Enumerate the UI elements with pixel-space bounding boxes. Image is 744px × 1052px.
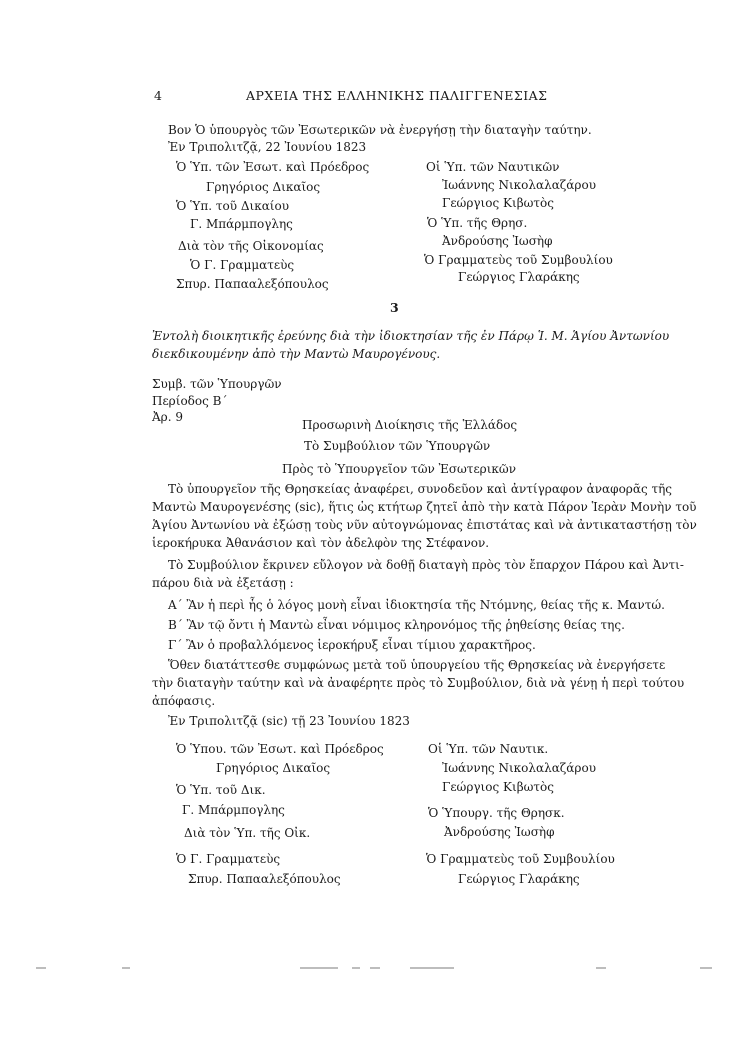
doc2-sig-right: Γεώργιος Γλαράκης <box>458 270 580 284</box>
doc3-sig-left: Ὁ Γ. Γραμματεὺς <box>176 852 281 866</box>
doc2-sig-right: Ἀνδρούσης Ἰωσὴφ <box>442 234 553 248</box>
doc2-sig-left: Σπυρ. Παπααλεξόπουλος <box>176 277 329 291</box>
body-line: τὴν διαταγὴν ταύτην καὶ νὰ ἀναφέρητε πρὸς τὸ Συμβούλιον, διὰ νὰ γένῃ ἡ περὶ τούτου <box>152 676 685 690</box>
scan-artifact <box>700 967 712 969</box>
doc2-sig-right: Ἰωάννης Νικολαλαζάρου <box>442 178 596 192</box>
page-number: 4 <box>154 88 162 103</box>
doc3-sig-left: Γ. Μπάρμπογλης <box>182 803 285 817</box>
heading-government: Προσωρινὴ Διοίκησις τῆς Ἑλλάδος <box>302 418 518 432</box>
scan-artifact <box>122 967 130 969</box>
body-line: Τὸ ὑπουργεῖον τῆς Θρησκείας ἀναφέρει, συνοδεῦον καὶ ἀντίγραφον ἀναφορᾶς τῆς <box>168 482 673 496</box>
document-summary: διεκδικουμένην ἀπὸ τὴν Μαντὼ Μαυρογένους. <box>152 347 441 361</box>
scan-artifact <box>352 967 360 969</box>
reference-line: Συμβ. τῶν Ὑπουργῶν <box>152 377 282 391</box>
doc2-sig-right: Γεώργιος Κιβωτὸς <box>442 196 554 210</box>
doc3-sig-right: Οἱ Ὑπ. τῶν Ναυτικ. <box>428 742 549 756</box>
heading-council: Τὸ Συμβούλιον τῶν Ὑπουργῶν <box>304 439 491 453</box>
doc3-sig-left: Σπυρ. Παπααλεξόπουλος <box>188 872 341 886</box>
body-line: Α΄ Ἂν ἡ περὶ ἧς ὁ λόγος μονὴ εἶναι ἰδιοκτησία τῆς Ντόμνης, θείας τῆς κ. Μαντώ. <box>168 598 665 612</box>
heading-recipient: Πρὸς τὸ Ὑπουργεῖον τῶν Ἐσωτερικῶν <box>282 462 516 476</box>
scan-artifact <box>370 967 380 969</box>
reference-line: Περίοδος Β΄ <box>152 394 228 408</box>
doc2-closing-line: Βον Ὁ ὑπουργὸς τῶν Ἐσωτερικῶν νὰ ἐνεργήσῃ τὴν διαταγὴν ταύτην. <box>168 123 592 137</box>
document-number: 3 <box>390 300 399 315</box>
doc2-date-line: Ἐν Τριπολιτζᾷ, 22 Ἰουνίου 1823 <box>168 140 367 154</box>
document-summary: Ἐντολὴ διοικητικῆς ἐρεύνης διὰ τὴν ἰδιοκτησίαν τῆς ἐν Πάρῳ Ἱ. Μ. Ἁγίου Ἀντωνίου <box>152 329 670 343</box>
body-line: Τὸ Συμβούλιον ἔκρινεν εὔλογον νὰ δοθῇ διαταγὴ πρὸς τὸν ἔπαρχον Πάρου καὶ Ἀντι- <box>168 558 684 572</box>
body-line: Γ΄ Ἂν ὁ προβαλλόμενος ἱεροκήρυξ εἶναι τίμιου χαρακτῆρος. <box>168 638 536 652</box>
doc3-sig-left: Γρηγόριος Δικαῖος <box>216 761 331 775</box>
body-line: Β΄ Ἂν τῷ ὄντι ἡ Μαντὼ εἶναι νόμιμος κληρονόμος τῆς ῥηθείσης θείας της. <box>168 618 625 632</box>
doc2-sig-left: Ὁ Ὑπ. τῶν Ἐσωτ. καὶ Πρόεδρος <box>176 160 370 174</box>
body-line: Ἁγίου Ἀντωνίου νὰ ἐξώσῃ τοὺς νῦν αὐτογνώμονας ἐπιστάτας καὶ νὰ ἀντικαταστήσῃ τὸν <box>152 518 697 532</box>
doc3-sig-right: Ἀνδρούσης Ἰωσὴφ <box>444 825 555 839</box>
doc3-sig-right: Γεώργιος Γλαράκης <box>458 872 580 886</box>
doc2-sig-right: Ὁ Ὑπ. τῆς Θρησ. <box>427 216 528 230</box>
doc2-sig-left: Ὁ Γ. Γραμματεὺς <box>190 258 295 272</box>
doc3-sig-right: Γεώργιος Κιβωτὸς <box>442 780 554 794</box>
running-title: ΑΡΧΕΙΑ ΤΗΣ ΕΛΛΗΝΙΚΗΣ ΠΑΛΙΓΓΕΝΕΣΙΑΣ <box>246 88 548 103</box>
doc2-sig-right: Οἱ Ὑπ. τῶν Ναυτικῶν <box>426 160 560 174</box>
doc2-sig-left: Διὰ τὸν τῆς Οἰκονομίας <box>178 239 324 253</box>
body-line: ἱεροκήρυκα Ἀθανάσιον καὶ τὸν ἀδελφὸν της Στέφανον. <box>152 536 490 550</box>
doc2-sig-left: Ὁ Ὑπ. τοῦ Δικαίου <box>176 199 290 213</box>
scan-artifact <box>36 967 46 969</box>
doc2-sig-right: Ὁ Γραμματεὺς τοῦ Συμβουλίου <box>424 253 613 267</box>
body-line: Μαντὼ Μαυρογενέσης (sic), ἥτις ὡς κτήτωρ ζητεῖ ἀπὸ τὴν κατὰ Πάρον Ἱερὰν Μονὴν τοῦ <box>152 500 697 514</box>
body-line: Ὅθεν διατάττεσθε συμφώνως μετὰ τοῦ ὑπουργείου τῆς Θρησκείας νὰ ἐνεργήσετε <box>168 658 666 672</box>
body-line: πάρου διὰ νὰ ἐξετάσῃ : <box>152 576 294 590</box>
body-line: ἀπόφασις. <box>152 694 216 708</box>
doc3-sig-right: Ἰωάννης Νικολαλαζάρου <box>442 761 596 775</box>
doc3-sig-left: Διὰ τὸν Ὑπ. τῆς Οἰκ. <box>184 826 311 840</box>
scan-artifact <box>300 967 338 969</box>
date-line: Ἐν Τριπολιτζᾷ (sic) τῇ 23 Ἰουνίου 1823 <box>168 714 410 728</box>
doc3-sig-right: Ὁ Γραμματεὺς τοῦ Συμβουλίου <box>426 852 615 866</box>
doc3-sig-left: Ὁ Ὑπ. τοῦ Δικ. <box>176 783 266 797</box>
scan-artifact <box>596 967 606 969</box>
doc2-sig-left: Γ. Μπάρμπογλης <box>190 217 293 231</box>
reference-line: Ἀρ. 9 <box>152 410 183 424</box>
doc3-sig-left: Ὁ Ὑπου. τῶν Ἐσωτ. καὶ Πρόεδρος <box>176 742 384 756</box>
doc3-sig-right: Ὁ Ὑπουργ. τῆς Θρησκ. <box>428 806 565 820</box>
doc2-sig-left: Γρηγόριος Δικαῖος <box>206 180 321 194</box>
scan-artifact <box>410 967 454 969</box>
